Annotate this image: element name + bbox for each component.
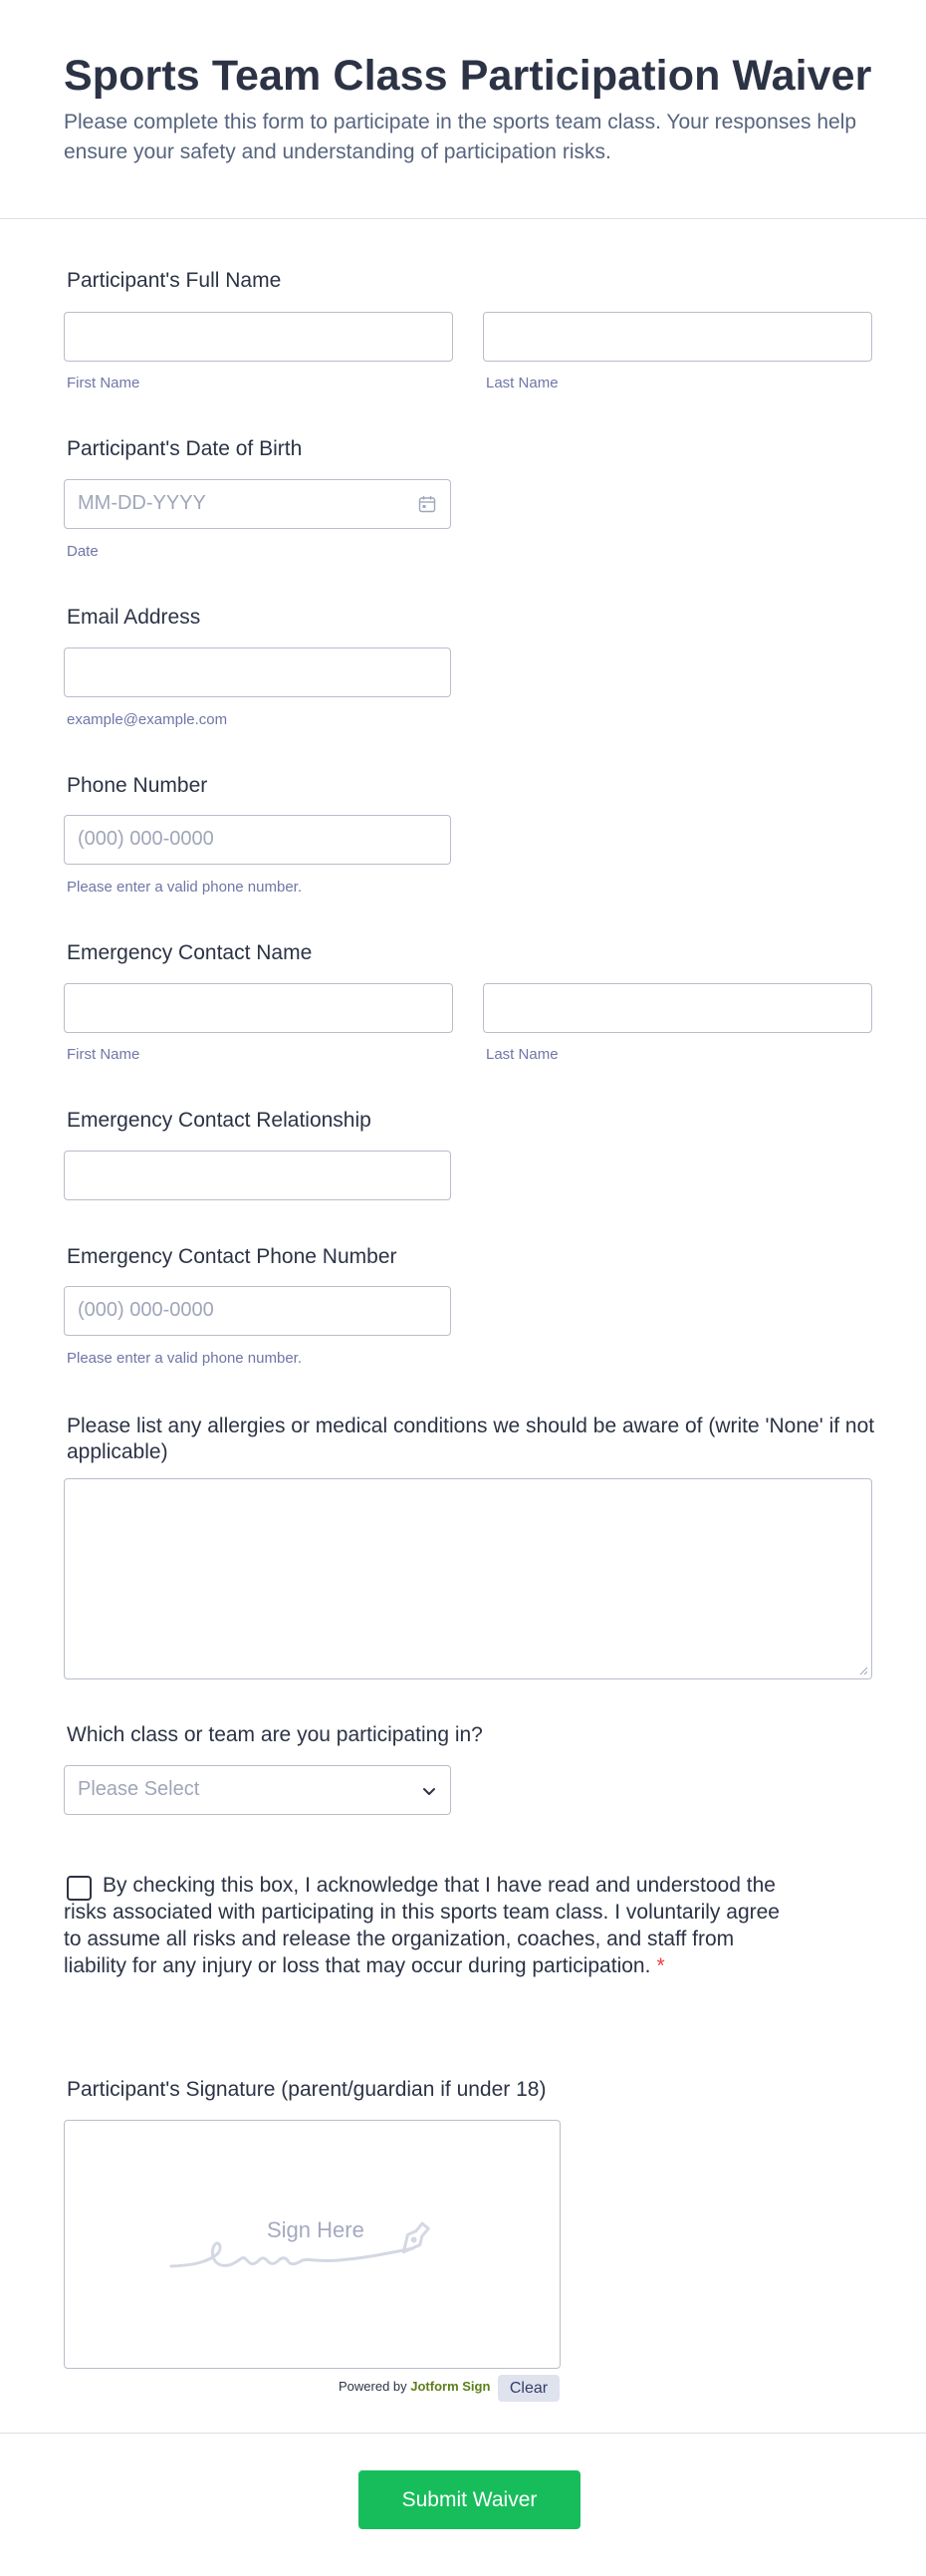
powered-by-text — [339, 2379, 490, 2394]
emergency-last-name-input[interactable] — [483, 983, 872, 1033]
phone-sublabel: Please enter a valid phone number. — [67, 879, 302, 896]
emergency-first-sublabel: First Name — [67, 1046, 140, 1063]
class-label: Which class or team are you participating in? — [67, 1723, 483, 1746]
dob-sublabel: Date — [67, 543, 99, 560]
emergency-relationship-label: Emergency Contact Relationship — [67, 1109, 371, 1132]
emergency-phone-input[interactable] — [64, 1286, 451, 1336]
first-name-input[interactable] — [64, 312, 453, 362]
email-input[interactable] — [64, 647, 451, 697]
emergency-last-sublabel: Last Name — [486, 1046, 559, 1063]
resize-handle-icon[interactable] — [858, 1666, 868, 1675]
emergency-name-label: Emergency Contact Name — [67, 941, 313, 964]
emergency-first-name-input[interactable] — [64, 983, 453, 1033]
required-mark: * — [656, 1954, 665, 1977]
sign-here-text: Sign Here — [267, 2217, 364, 2242]
allergies-label: Please list any allergies or medical conditions we should be aware of (write 'None' if not applicable) — [67, 1415, 875, 1463]
email-label: Email Address — [67, 606, 201, 629]
emergency-phone-label: Emergency Contact Phone Number — [67, 1245, 397, 1268]
footer-divider — [0, 2433, 926, 2434]
form-title: Sports Team Class Participation Waiver — [64, 52, 872, 100]
consent-body: By checking this box, I acknowledge that I have read and understood the risks associated with participating in this sports team class. I voluntarily agree to assume all risks and release the organization, coaches, and staff from liability for any injury or loss that may occur during participation. — [64, 1874, 780, 1977]
dob-placeholder: MM-DD-YYYY — [78, 492, 206, 514]
full-name-label: Participant's Full Name — [67, 269, 282, 292]
emergency-phone-sublabel: Please enter a valid phone number. — [67, 1350, 302, 1367]
phone-label: Phone Number — [67, 774, 208, 797]
phone-placeholder: (000) 000-0000 — [78, 828, 214, 850]
form-header — [0, 0, 926, 219]
pen-nib-icon — [397, 2221, 431, 2257]
last-name-input[interactable] — [483, 312, 872, 362]
emergency-relationship-input[interactable] — [64, 1151, 451, 1200]
last-name-sublabel: Last Name — [486, 375, 559, 391]
class-select-value: Please Select — [78, 1778, 200, 1800]
submit-button[interactable]: Submit Waiver — [358, 2470, 580, 2529]
jotform-sign-brand[interactable]: Jotform Sign — [410, 2379, 491, 2394]
class-select[interactable] — [64, 1765, 451, 1815]
chevron-down-icon — [421, 1783, 437, 1799]
form-subtitle: Please complete this form to participate in the sports team class. Your responses help ensure your safety and understanding of participation risks. — [64, 111, 857, 163]
allergies-textarea[interactable] — [64, 1478, 872, 1679]
signature-label: Participant's Signature (parent/guardian if under 18) — [67, 2078, 547, 2101]
phone-input[interactable] — [64, 815, 451, 865]
email-sublabel: example@example.com — [67, 711, 228, 728]
clear-signature-button[interactable]: Clear — [498, 2375, 560, 2402]
signature-pad[interactable] — [64, 2120, 561, 2369]
emergency-phone-placeholder: (000) 000-0000 — [78, 1299, 214, 1321]
consent-text — [64, 1872, 781, 1979]
dob-input[interactable] — [64, 479, 451, 529]
powered-prefix: Powered by — [339, 2379, 411, 2394]
first-name-sublabel: First Name — [67, 375, 140, 391]
calendar-icon[interactable] — [418, 495, 436, 513]
dob-label: Participant's Date of Birth — [67, 437, 303, 460]
